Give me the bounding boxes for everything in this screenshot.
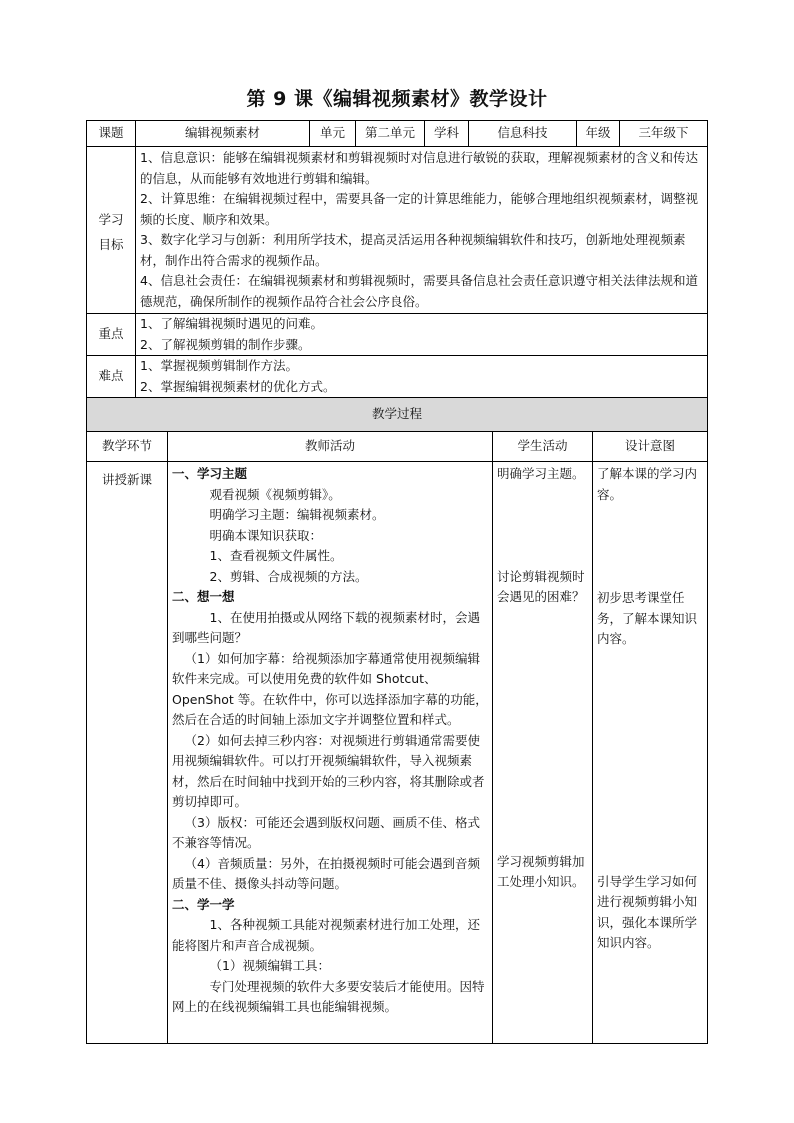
- process-columns-row: [87, 432, 708, 462]
- info-row: [87, 121, 708, 147]
- teacher-line: 明确学习主题：编辑视频素材。: [209, 507, 385, 522]
- key-point-item: 2、了解视频剪辑的制作步骤。: [140, 336, 311, 352]
- difficulty-item: 1、掌握视频剪辑制作方法。: [140, 358, 298, 373]
- student-activity: 讨论剪辑视频时会遇见的困难？: [497, 568, 585, 604]
- teacher-activity-cell: [168, 462, 493, 1044]
- goal-item: 2、计算思维：在编辑视频过程中，需要具备一定的计算思维能力，能够合理地组织视频素材，调整视频的长度、顺序和效果。: [140, 191, 698, 227]
- section-title: 一、学习主题: [172, 466, 248, 481]
- column-header-intent: 设计意图: [593, 432, 708, 462]
- subject-label: 学科: [425, 121, 469, 147]
- difficulties-content: [136, 356, 708, 398]
- column-header-stage: 教学环节: [87, 432, 168, 462]
- design-intent: 初步思考课堂任务，了解本课知识内容。: [597, 590, 698, 646]
- teacher-line: 1、各种视频工具能对视频素材进行加工处理，还能将图片和声音合成视频。: [172, 917, 480, 953]
- teaching-process-table: [86, 397, 708, 1044]
- design-intent: 了解本课的学习内容。: [597, 466, 698, 502]
- unit-label: 单元: [310, 121, 356, 147]
- teacher-line: （2）如何去掉三秒内容：对视频进行剪辑通常需要使用视频编辑软件。可以打开视频编辑软件，导入视频素材，然后在时间轴中找到开始的三秒内容，将其删除或者剪切掉即可。: [172, 732, 485, 809]
- difficulties-label: 难点: [87, 356, 136, 398]
- teacher-line: 1、查看视频文件属性。: [209, 548, 343, 563]
- goal-item: 3、数字化学习与创新：利用所学技术，提高灵活运用各种视频编辑软件和技巧，创新地处理视频素材，制作出符合需求的视频作品。: [140, 232, 686, 268]
- goal-item: 4、信息社会责任：在编辑视频素材和剪辑视频时，需要具备信息社会责任意识遵守相关法律法规和道德规范，确保所制作的视频作品符合社会公序良俗。: [140, 273, 698, 309]
- key-point-item: 1、了解编辑视频时遇见的问难。: [140, 316, 323, 331]
- teacher-line: 1、在使用拍摄或从网络下载的视频素材时，会遇到哪些问题？: [172, 609, 480, 645]
- column-header-teacher: 教师活动: [168, 432, 493, 462]
- student-activity: 学习视频剪辑加工处理小知识。: [497, 853, 585, 889]
- design-intent: 引导学生学习如何进行视频剪辑小知识，强化本课所学知识内容。: [597, 873, 698, 950]
- difficulty-item: 2、掌握编辑视频素材的优化方式。: [140, 378, 336, 394]
- teacher-line: （3）版权：可能还会遇到版权问题、画质不佳、格式不兼容等情况。: [172, 814, 480, 850]
- teacher-line: 明确本课知识获取：: [209, 527, 323, 543]
- subject-value: 信息科技: [469, 121, 577, 147]
- lesson-value: 编辑视频素材: [136, 121, 310, 147]
- process-header-row: [87, 398, 708, 432]
- teacher-line: （1）如何加字幕：给视频添加字幕通常使用视频编辑软件来完成。可以使用免费的软件如 Shotcut、OpenShot 等。在软件中，你可以选择添加字幕的功能，然后在合适的时间轴上添加文字并调整位置和样式。: [172, 650, 488, 727]
- teacher-line: 2、剪辑、合成视频的方法。: [209, 568, 368, 584]
- lesson-label: 课题: [87, 121, 136, 147]
- section-title: 二、想一想: [172, 589, 235, 604]
- stage-cell: 讲授新课: [87, 462, 168, 1044]
- teacher-line: 观看视频《视频剪辑》。: [209, 486, 341, 502]
- student-activity: 明确学习主题。: [497, 466, 585, 481]
- key-points-row: [87, 314, 708, 356]
- key-points-content: [136, 314, 708, 356]
- grade-value: 三年级下: [620, 121, 708, 147]
- teacher-line: （1）视频编辑工具：: [209, 958, 330, 973]
- lesson-info-table: [86, 120, 708, 398]
- column-header-student: 学生活动: [493, 432, 593, 462]
- goals-row: [87, 147, 708, 314]
- unit-value: 第二单元: [356, 121, 425, 147]
- teacher-line: （4）音频质量：另外，在拍摄视频时可能会遇到音频质量不佳、摄像头抖动等问题。: [172, 855, 480, 891]
- goals-content: [136, 147, 708, 314]
- design-intent-cell: [593, 462, 708, 1044]
- grade-label: 年级: [577, 121, 620, 147]
- section-title: 二、学一学: [172, 896, 235, 912]
- key-points-label: 重点: [87, 314, 136, 356]
- teacher-line: 专门处理视频的软件大多要安装后才能使用。因特网上的在线视频编辑工具也能编辑视频。: [172, 978, 485, 1014]
- difficulties-row: [87, 356, 708, 398]
- process-header: 教学过程: [87, 398, 708, 432]
- page-title: 第 9 课《编辑视频素材》教学设计: [246, 88, 548, 110]
- process-content-row: [87, 462, 708, 1044]
- goals-label-line2: 目标: [98, 237, 124, 252]
- goal-item: 1、信息意识：能够在编辑视频素材和剪辑视频时对信息进行敏锐的获取，理解视频素材的含义和传达的信息，从而能够有效地进行剪辑和编辑。: [140, 150, 698, 186]
- goals-label-line1: 学习: [98, 212, 124, 227]
- goals-label: [87, 147, 136, 314]
- student-activity-cell: [493, 462, 593, 1044]
